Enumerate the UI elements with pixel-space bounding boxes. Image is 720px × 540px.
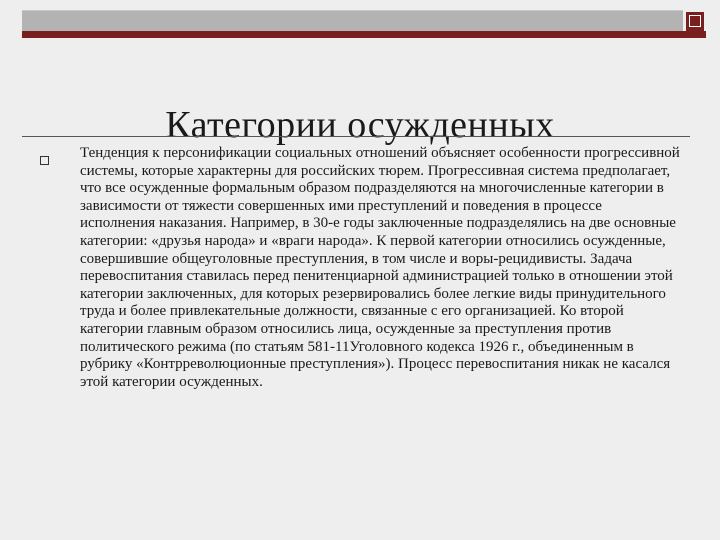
title-divider xyxy=(22,136,690,137)
header-accent-line xyxy=(22,31,706,38)
hollow-square-bullet-icon xyxy=(40,156,49,165)
header-band xyxy=(22,10,683,31)
corner-square-inner xyxy=(689,15,701,27)
slide-title: Категории осужденных xyxy=(165,104,555,147)
corner-square-icon xyxy=(686,12,704,38)
slide-body-paragraph: Тенденция к персонификации социальных отношений объясняет особенности прогрессивной системы, которые характерны для российских тюрем. Прогрессивная система предполагает, что все осужденные формальным образом подразделяются на многочисленные категории в зависимости от тяжести совершенных ими преступлений и поведения в процессе исполнения наказания. Например, в 30-е годы заключенные подразделялись на две основные категории: «друзья народа» и «враги народа». К первой категории относились осужденные, совершившие общеуголовные преступления, в том числе и воры-рецидивисты. Задача перевоспитания ставилась перед пенитенциарной администрацией только в отношении этой категории заключенных, для которых резервировались более легкие виды принудительного труда и более привлекательные должности, связанные с его организацией. Ко второй категории главным образом относились лица, осужденные за преступления против политического режима (по статьям 581-11Уголовного кодекса 1926 г., объединенным в рубрику «Контрреволюционные преступления»). Процесс перевоспитания никак не касался этой категории осужденных. xyxy=(80,145,680,390)
